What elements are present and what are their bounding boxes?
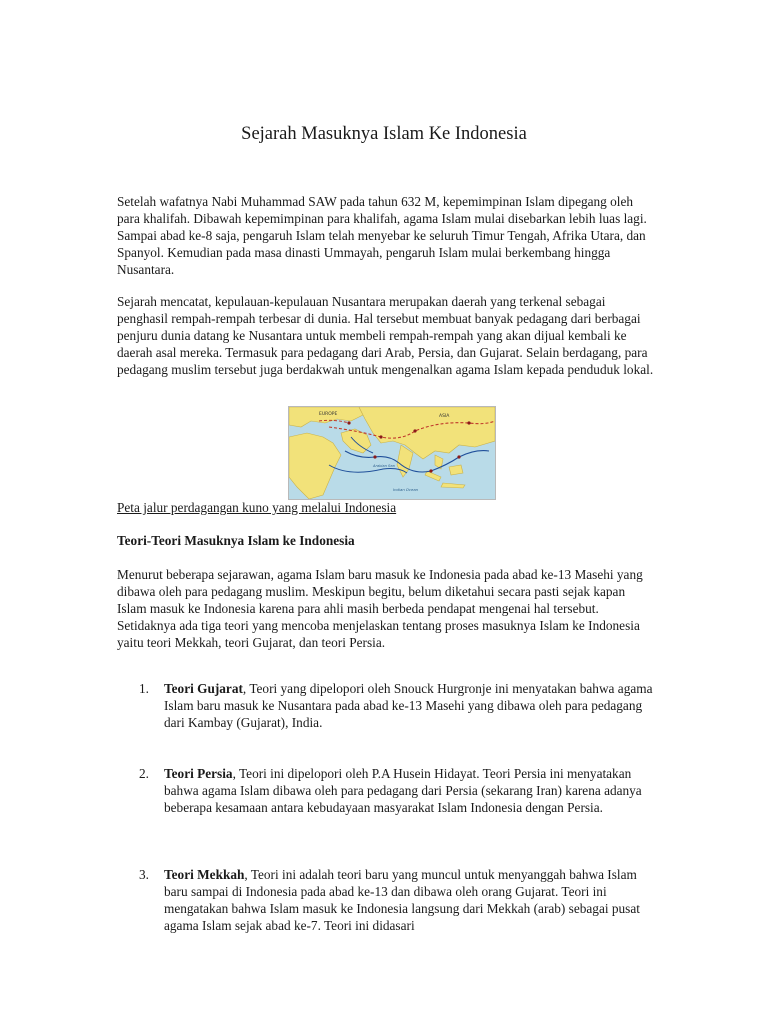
theory-name: Teori Mekkah	[164, 867, 245, 882]
paragraph-theories-intro: Menurut beberapa sejarawan, agama Islam baru masuk ke Indonesia pada abad ke-13 Masehi yang dibawa oleh para pedagang muslim. Meskipun begitu, belum diketahui secara pasti sejak kapan Islam masuk ke Indonesia karena para ahli masih berbeda pendapat mengenai hal tersebut. Setidaknya ada tiga teori yang mencoba menjelaskan tentang proses masuknya Islam ke Indonesia yaitu teori Mekkah, teori Gujarat, dan teori Persia.	[117, 567, 643, 650]
list-number: 3.	[139, 867, 149, 882]
map-label-indian-ocean: Indian Ocean	[393, 487, 419, 492]
theory-name: Teori Gujarat	[164, 681, 243, 696]
map-label-asia: ASIA	[439, 414, 450, 419]
paragraph-spice-trade: Sejarah mencatat, kepulauan-kepulauan Nusantara merupakan daerah yang terkenal sebagai penghasil rempah-rempah terbesar di dunia. Hal tersebut membuat banyak pedagang dari berbagai penjuru dunia datang ke Nusantara untuk membeli rempah-rempah yang akan dijual kembali ke daerah asal mereka. Termasuk para pedagang dari Arab, Persia, dan Gujarat. Selain berdagang, para pedagang muslim tersebut juga berdakwah untuk mengenalkan agama Islam kepada penduduk lokal.	[117, 294, 654, 377]
list-item-body	[164, 765, 657, 816]
theory-text: , Teori yang dipelopori oleh Snouck Hurgronje ini menyatakan bahwa agama Islam baru masuk ke Nusantara pada abad ke-13 Masehi yang dibawa oleh para pedagang dari Kambay (Gujarat), India.	[164, 681, 653, 730]
paragraph-intro: Setelah wafatnya Nabi Muhammad SAW pada tahun 632 M, kepemimpinan Islam dipegang oleh para khalifah. Dibawah kepemimpinan para khalifah, agama Islam mulai disebarkan lebih luas lagi. Sampai abad ke-8 saja, pengaruh Islam telah menyebar ke seluruh Timur Tengah, Afrika Utara, dan Spanyol. Kemudian pada masa dinasti Ummayah, pengaruh Islam mulai berkembang hingga Nusantara.	[117, 194, 647, 277]
map-label-europe: EUROPE	[319, 412, 338, 417]
theory-name: Teori Persia	[164, 766, 233, 781]
page-title: Sejarah Masuknya Islam Ke Indonesia	[241, 124, 527, 144]
map-caption: Peta jalur perdagangan kuno yang melalui Indonesia	[117, 500, 397, 515]
list-number: 2.	[139, 766, 149, 781]
list-item-body	[164, 680, 657, 731]
section-heading: Teori-Teori Masuknya Islam ke Indonesia	[117, 533, 355, 548]
theory-text: , Teori ini dipelopori oleh P.A Husein Hidayat. Teori Persia ini menyatakan bahwa agama Islam dibawa oleh para pedagang dari Persia (sekarang Iran) karena adanya beberapa kesamaan antara kebudayaan masyarakat Islam Indonesia dengan Persia.	[164, 766, 642, 815]
map-label-arabian-sea: Arabian Sea	[373, 464, 395, 468]
theory-text: , Teori ini adalah teori baru yang muncul untuk menyanggah bahwa Islam baru sampai di Indonesia pada abad ke-13 dan dibawa oleh orang Gujarat. Teori ini mengatakan bahwa Islam masuk ke Indonesia langsung dari Mekkah (arab) sebagai pusat agama Islam sejak abad ke-7. Teori ini didasari	[164, 867, 640, 933]
list-number: 1.	[139, 681, 149, 696]
trade-route-map-icon	[289, 407, 495, 499]
trade-route-map-image	[288, 406, 496, 500]
list-item-body	[164, 866, 657, 934]
